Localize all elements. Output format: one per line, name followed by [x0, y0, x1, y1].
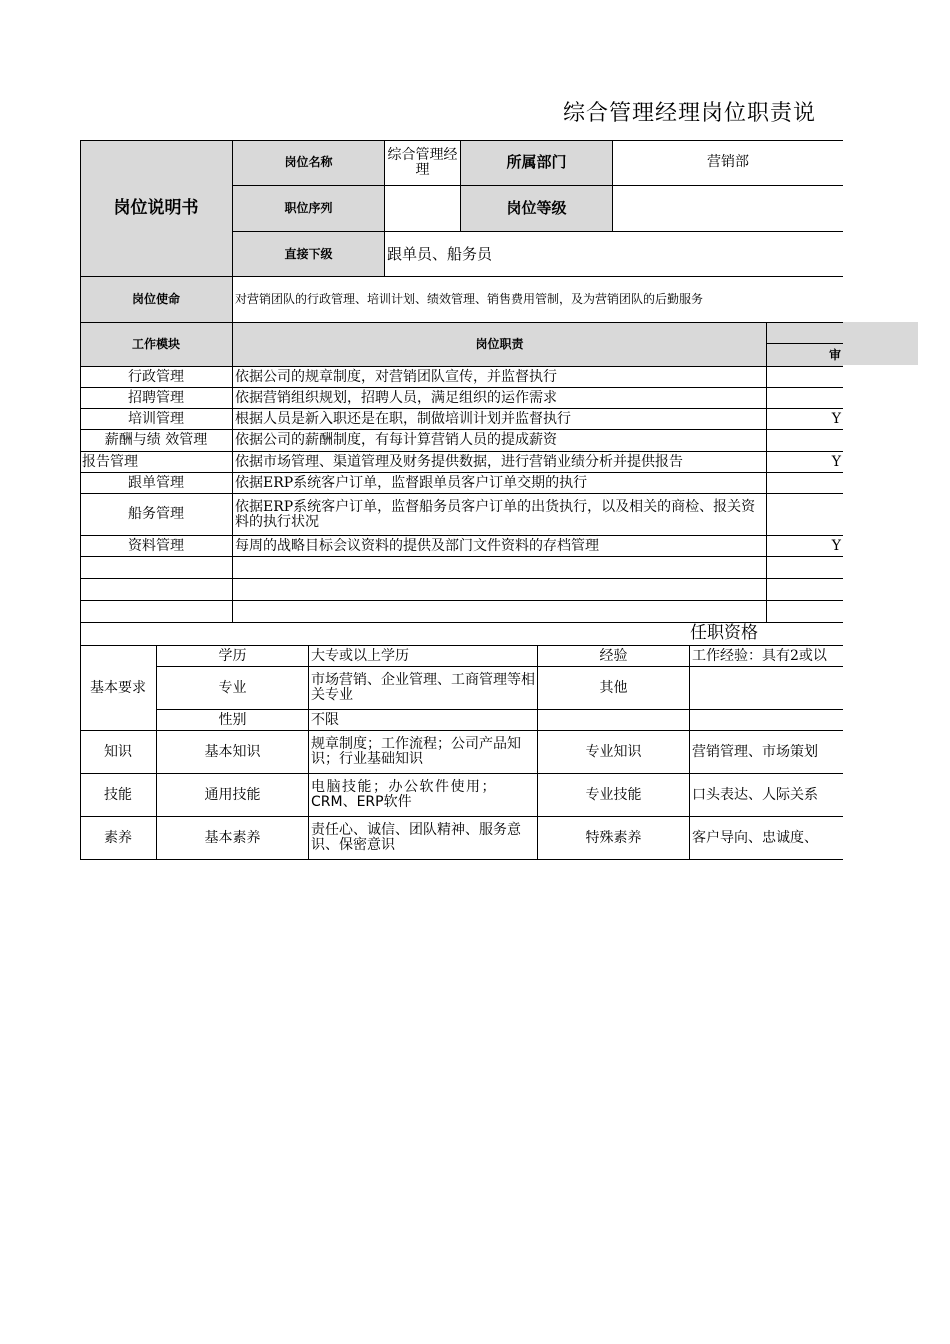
- pro-skill-label: 专业技能: [538, 774, 690, 817]
- empty-duty-cell[interactable]: [233, 557, 767, 579]
- qualifications-header: 任职资格: [80, 621, 843, 646]
- major-label: 专业: [157, 667, 309, 710]
- header-overflow-cell: [843, 322, 918, 365]
- major-value[interactable]: 市场营销、企业管理、工商管理等相关专业: [309, 667, 538, 710]
- duty-review-mark[interactable]: Y: [767, 536, 843, 557]
- pro-knowledge-label: 专业知识: [538, 731, 690, 774]
- duty-text[interactable]: 依据公司的规章制度，对营销团队宣传，并监督执行: [233, 367, 767, 388]
- duty-text[interactable]: 依据公司的薪酬制度，有每计算营销人员的提成薪资: [233, 430, 767, 452]
- experience-label: 经验: [538, 646, 690, 667]
- doc-label: 岗位说明书: [80, 140, 233, 277]
- series-label: 职位序列: [233, 186, 385, 232]
- empty-module-cell[interactable]: [80, 557, 233, 579]
- duty-review-mark[interactable]: Y: [767, 409, 843, 430]
- education-label: 学历: [157, 646, 309, 667]
- education-value[interactable]: 大专或以上学历: [309, 646, 538, 667]
- series-value[interactable]: [385, 186, 461, 232]
- duty-module: 船务管理: [80, 494, 233, 536]
- post-name-value[interactable]: [385, 140, 461, 186]
- basic-quality-value[interactable]: 责任心、诚信、团队精神、服务意识、保密意识: [309, 817, 538, 860]
- mission-text[interactable]: 对营销团队的行政管理、培训计划、绩效管理、销售费用管制，及为营销团队的后勤服务: [233, 277, 843, 323]
- page-title: 综合管理经理岗位职责说: [563, 101, 817, 126]
- duty-text[interactable]: 根据人员是新入职还是在职，制做培训计划并监督执行: [233, 409, 767, 430]
- duty-text[interactable]: 依据营销组织规划，招聘人员，满足组织的运作需求: [233, 388, 767, 409]
- duty-text[interactable]: 依据ERP系统客户订单，监督跟单员客户订单交期的执行: [233, 473, 767, 494]
- grade-label: 岗位等级: [461, 186, 613, 232]
- subordinate-label: 直接下级: [233, 232, 385, 277]
- empty-review-cell[interactable]: [767, 579, 843, 601]
- experience-value[interactable]: 工作经验：具有2或以: [690, 646, 843, 667]
- duty-text[interactable]: 依据ERP系统客户订单，监督船务员客户订单的出货执行，以及相关的商检、报关资料的执行状况: [233, 494, 767, 536]
- duty-module: 行政管理: [80, 367, 233, 388]
- review-header-sub: 审: [767, 344, 843, 367]
- duty-header: 岗位职责: [233, 323, 767, 367]
- duty-review-mark[interactable]: [767, 367, 843, 388]
- empty-module-cell[interactable]: [80, 579, 233, 601]
- empty-duty-cell[interactable]: [233, 601, 767, 623]
- basic-knowledge-value[interactable]: 规章制度；工作流程；公司产品知识；行业基础知识: [309, 731, 538, 774]
- duty-module: 招聘管理: [80, 388, 233, 409]
- gender-label: 性别: [157, 710, 309, 731]
- duty-text[interactable]: 每周的战略目标会议资料的提供及部门文件资料的存档管理: [233, 536, 767, 557]
- mission-label: 岗位使命: [80, 277, 233, 323]
- duty-module: 报告管理: [80, 452, 233, 473]
- skill-label: 技能: [80, 774, 157, 817]
- other-label: 其他: [538, 667, 690, 710]
- gender-value[interactable]: 不限: [309, 710, 538, 731]
- special-quality-value[interactable]: 客户导向、忠诚度、: [690, 817, 843, 860]
- basic-knowledge-label: 基本知识: [157, 731, 309, 774]
- basic-requirements-label: 基本要求: [80, 646, 157, 731]
- duty-review-mark[interactable]: [767, 430, 843, 452]
- general-skill-line-2: CRM、ERP软件: [311, 794, 412, 810]
- dept-value[interactable]: 营销部: [613, 140, 843, 186]
- duty-review-mark[interactable]: [767, 473, 843, 494]
- job-description-sheet: [80, 140, 843, 860]
- general-skill-label: 通用技能: [157, 774, 309, 817]
- dept-label: 所属部门: [461, 140, 613, 186]
- empty-module-cell[interactable]: [80, 601, 233, 623]
- review-header-top: [767, 323, 843, 344]
- post-name-text: 综合管理经理: [387, 146, 458, 178]
- duty-text[interactable]: 依据市场管理、渠道管理及财务提供数据，进行营销业绩分析并提供报告: [233, 452, 767, 473]
- gender-extra-value[interactable]: [690, 710, 843, 731]
- knowledge-label: 知识: [80, 731, 157, 774]
- duty-module: 跟单管理: [80, 473, 233, 494]
- duty-review-mark[interactable]: Y: [767, 452, 843, 473]
- other-value[interactable]: [690, 667, 843, 710]
- pro-knowledge-value[interactable]: 营销管理、市场策划: [690, 731, 843, 774]
- basic-quality-label: 基本素养: [157, 817, 309, 860]
- duty-review-mark[interactable]: [767, 494, 843, 536]
- pro-skill-value[interactable]: 口头表达、人际关系: [690, 774, 843, 817]
- module-header: 工作模块: [80, 323, 233, 367]
- duty-module: 资料管理: [80, 536, 233, 557]
- special-quality-label: 特殊素养: [538, 817, 690, 860]
- subordinate-value[interactable]: 跟单员、船务员: [385, 232, 843, 277]
- quality-label: 素养: [80, 817, 157, 860]
- empty-duty-cell[interactable]: [233, 579, 767, 601]
- general-skill-line-1: 电脑技能；办公软件使用；: [311, 779, 497, 795]
- duty-module: 培训管理: [80, 409, 233, 430]
- empty-review-cell[interactable]: [767, 557, 843, 579]
- empty-review-cell[interactable]: [767, 601, 843, 623]
- post-name-label: 岗位名称: [233, 140, 385, 186]
- gender-extra-empty: [538, 710, 690, 731]
- duty-module: 薪酬与绩 效管理: [80, 430, 233, 452]
- duty-review-mark[interactable]: [767, 388, 843, 409]
- general-skill-value[interactable]: [309, 774, 538, 817]
- grade-value[interactable]: [613, 186, 843, 232]
